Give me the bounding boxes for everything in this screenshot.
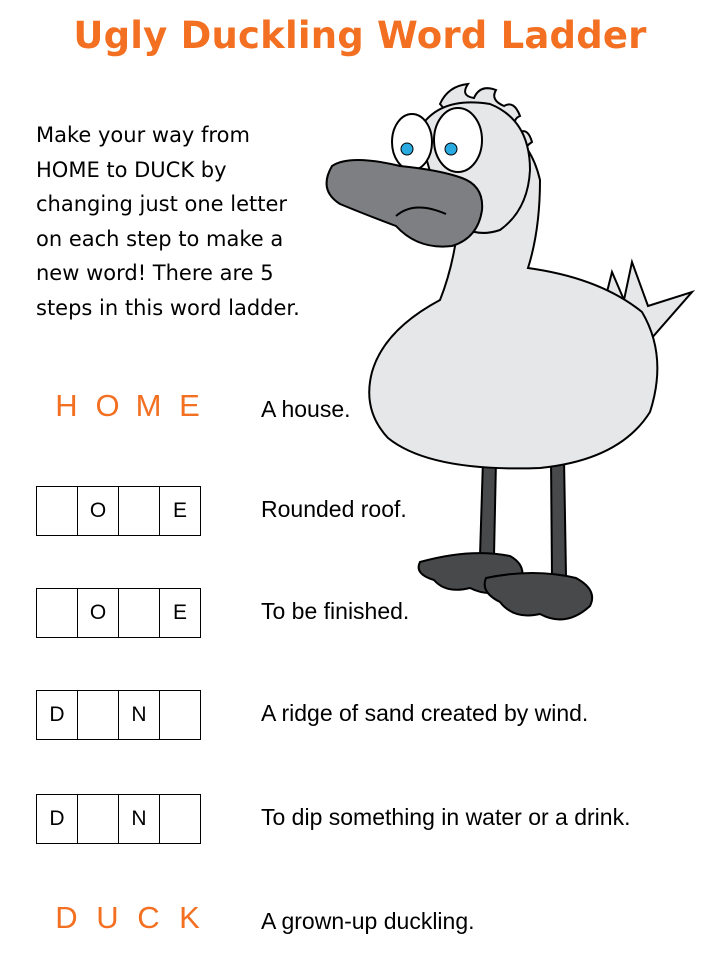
given-word	[46, 388, 210, 424]
instructions	[36, 118, 336, 325]
letter-box[interactable]: N	[118, 794, 160, 844]
ladder-step-4	[36, 794, 716, 846]
ladder-step-start	[36, 386, 716, 438]
instruction-line: HOME to DUCK by	[36, 157, 227, 182]
letter-box[interactable]: N	[118, 690, 160, 740]
letter-box[interactable]	[77, 690, 119, 740]
letter-boxes	[37, 794, 201, 844]
given-word	[46, 900, 210, 936]
duck-eye-right	[434, 108, 482, 172]
clue-text: A house.	[261, 396, 351, 422]
clue-text: A grown-up duckling.	[261, 908, 475, 934]
given-letter: M	[135, 388, 162, 423]
page-title: Ugly Duckling Word Ladder	[73, 14, 647, 57]
letter-boxes	[37, 588, 201, 638]
clue-text: Rounded roof.	[261, 496, 407, 522]
letter-box[interactable]: E	[159, 486, 201, 536]
given-letter: D	[55, 900, 78, 935]
letter-box[interactable]: D	[36, 794, 78, 844]
ladder-step-2	[36, 588, 716, 640]
given-letter: U	[96, 900, 119, 935]
instruction-line: new word! There are 5	[36, 261, 274, 285]
letter-box[interactable]: O	[77, 486, 119, 536]
ladder-step-3	[36, 690, 716, 742]
instruction-line: on each step to make a	[36, 226, 284, 251]
letter-box[interactable]	[159, 690, 201, 740]
ladder-step-1	[36, 486, 716, 538]
instruction-line: Make your way from	[36, 123, 250, 147]
instruction-line: changing just one letter	[36, 192, 288, 216]
letter-box[interactable]	[36, 486, 78, 536]
given-letter: C	[137, 900, 160, 935]
clue-text: A ridge of sand created by wind.	[261, 700, 589, 726]
ladder-step-end	[36, 898, 716, 950]
given-letter: H	[55, 388, 78, 423]
given-letter: O	[95, 388, 120, 423]
letter-box[interactable]	[159, 794, 201, 844]
clue-text: To be finished.	[261, 598, 410, 624]
duck-pupil-right	[445, 143, 457, 155]
letter-box[interactable]	[36, 588, 78, 638]
given-letter: K	[179, 900, 200, 935]
letter-box[interactable]: O	[77, 588, 119, 638]
letter-box[interactable]	[77, 794, 119, 844]
letter-box[interactable]: E	[159, 588, 201, 638]
clue-text: To dip something in water or a drink.	[261, 804, 631, 830]
letter-box[interactable]	[118, 486, 160, 536]
letter-box[interactable]: D	[36, 690, 78, 740]
duck-pupil-left	[401, 143, 413, 155]
given-letter: E	[179, 388, 200, 423]
duck-illustration	[300, 70, 710, 640]
letter-boxes	[37, 486, 201, 536]
letter-box[interactable]	[118, 588, 160, 638]
duck-eye-left	[392, 114, 432, 170]
instruction-line: steps in this word ladder.	[36, 295, 300, 320]
letter-boxes	[37, 690, 201, 740]
